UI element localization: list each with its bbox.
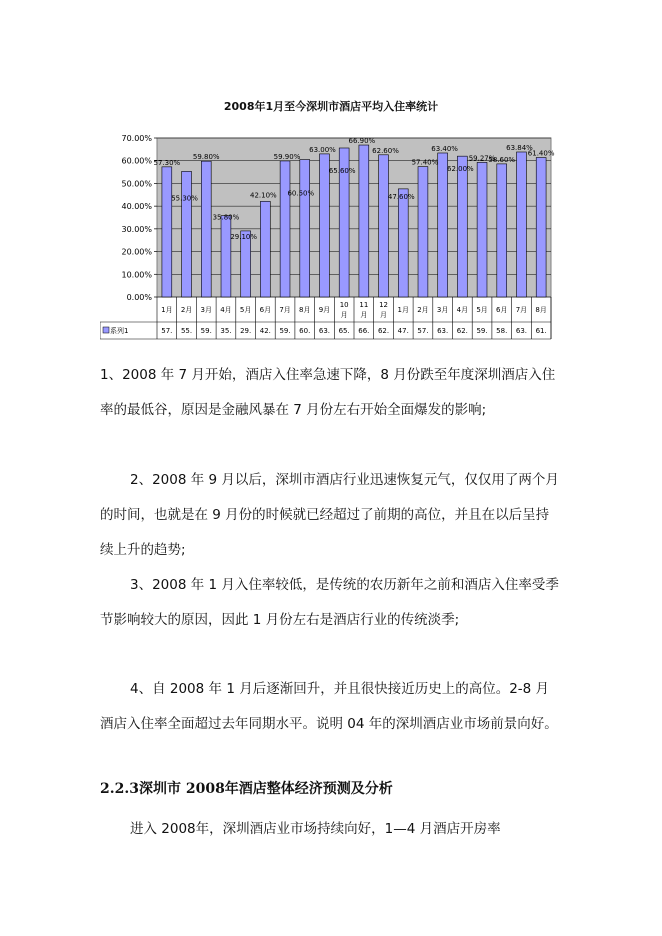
data-label: 61.40%	[527, 149, 555, 158]
y-tick-label: 40.00%	[121, 202, 152, 212]
table-value: 59.	[200, 327, 212, 335]
category-label: 12	[379, 301, 389, 309]
table-value: 59.	[279, 327, 291, 335]
category-label: 11	[359, 301, 369, 309]
data-label: 59.27%	[468, 154, 496, 163]
category-label: 4月	[456, 306, 469, 314]
paragraph-1: 1、2008 年 7 月开始，酒店入住率急速下降，8 月份跌至年度深圳酒店入住率的最低谷，原因是金融风暴在 7 月份左右开始全面爆发的影响;	[100, 367, 556, 418]
category-label: 5月	[239, 306, 252, 314]
legend-swatch	[103, 327, 109, 333]
data-label: 42.10%	[250, 191, 277, 200]
table-value: 57.	[161, 327, 173, 335]
data-label: 59.80%	[192, 153, 220, 162]
y-tick-label: 10.00%	[121, 270, 152, 280]
bar	[477, 162, 487, 297]
y-tick-label: 0.00%	[126, 293, 152, 302]
table-value: 42.	[259, 327, 271, 335]
category-label: 7月	[515, 306, 528, 314]
bar	[162, 167, 172, 297]
paragraph-5: 进入 2008年，深圳酒店业市场持续向好，1—4 月酒店开房率	[130, 821, 501, 837]
data-label: 63.40%	[431, 144, 458, 153]
bar	[497, 164, 507, 297]
category-label: 9月	[318, 306, 331, 314]
bar	[438, 153, 448, 297]
y-tick-label: 60.00%	[121, 156, 152, 166]
table-value: 29.	[240, 327, 252, 335]
table-value: 63.	[515, 327, 528, 335]
data-label: 60.50%	[287, 189, 315, 198]
y-tick-label: 20.00%	[121, 247, 152, 257]
category-label: 8月	[299, 306, 311, 314]
category-label: 1月	[397, 306, 409, 314]
occupancy-bar-chart	[100, 126, 560, 342]
bar	[221, 216, 231, 297]
section-heading: 2.2.3深圳市 2008年酒店整体经济预测及分析	[100, 781, 393, 797]
data-label: 57.30%	[153, 158, 181, 167]
data-label: 65.60%	[328, 166, 356, 175]
table-value: 57.	[417, 327, 429, 335]
category-label: 8月	[535, 306, 547, 314]
category-label: 2月	[180, 306, 193, 314]
data-label: 63.00%	[309, 145, 336, 154]
y-tick-label: 30.00%	[121, 224, 152, 234]
category-label: 7月	[279, 306, 291, 314]
category-label: 3月	[436, 306, 449, 314]
category-label: 月	[360, 311, 368, 319]
category-label: 5月	[476, 306, 488, 314]
bar	[280, 161, 290, 297]
bar	[320, 154, 330, 297]
data-label: 62.60%	[372, 146, 399, 155]
bar	[182, 171, 192, 297]
table-value: 60.	[299, 327, 311, 335]
bar	[300, 160, 310, 297]
bar	[517, 152, 527, 297]
data-label: 66.90%	[348, 137, 376, 146]
data-label: 59.90%	[273, 152, 301, 161]
table-value: 62.	[456, 327, 468, 335]
data-label: 63.84%	[506, 143, 533, 152]
table-value: 62.	[377, 327, 390, 335]
table-value: 47.	[397, 327, 409, 335]
category-label: 10	[339, 301, 349, 309]
bar	[379, 155, 389, 297]
paragraph-4: 4、自 2008 年 1 月后逐渐回升，并且很快接近历史上的高位。2-8 月酒店入住率全面超过去年同期水平。说明 04 年的深圳酒店业市场前景向好。	[100, 681, 558, 732]
data-label: 47.60%	[387, 192, 415, 201]
table-value: 59.	[476, 327, 488, 335]
table-value: 55.	[180, 327, 193, 335]
category-label: 6月	[496, 306, 508, 314]
category-label: 3月	[200, 306, 212, 314]
data-label: 29.10%	[230, 232, 258, 241]
paragraph-3: 3、2008 年 1 月入住率较低，是传统的农历新年之前和酒店入住率受季节影响较大的原因，因此 1 月份左右是酒店行业的传统淡季;	[100, 577, 559, 628]
data-label: 62.00%	[447, 165, 474, 174]
chart-title: 2008年1月至今深圳市酒店平均入住率统计	[223, 100, 439, 113]
bar	[457, 156, 467, 297]
legend-label: 系列1	[110, 327, 129, 335]
table-value: 61.	[535, 327, 547, 335]
bar	[398, 189, 408, 297]
category-label: 1月	[161, 306, 173, 314]
data-label: 35.80%	[212, 213, 240, 222]
bar	[201, 161, 211, 297]
paragraph-2: 2、2008 年 9 月以后，深圳市酒店行业迅速恢复元气，仅仅用了两个月的时间，也就是在 9 月份的时候就已经超过了前期的高位，并且在以后呈持续上升的趋势;	[100, 472, 559, 558]
data-label: 57.40%	[411, 158, 439, 167]
category-label: 4月	[220, 306, 232, 314]
category-label: 2月	[417, 306, 429, 314]
data-label: 58.60%	[488, 155, 516, 164]
y-tick-label: 70.00%	[121, 134, 152, 143]
bar	[359, 145, 369, 297]
y-tick-label: 50.00%	[121, 179, 152, 189]
category-label: 月	[340, 311, 348, 319]
table-value: 58.	[496, 327, 508, 335]
category-label: 6月	[259, 306, 272, 314]
table-value: 66.	[358, 327, 370, 335]
bar	[418, 167, 428, 297]
bar	[260, 201, 270, 297]
category-label: 月	[380, 311, 388, 319]
table-value: 63.	[437, 327, 449, 335]
table-value: 35.	[220, 327, 232, 335]
table-value: 65.	[338, 327, 350, 335]
table-value: 63.	[318, 327, 331, 335]
bar	[536, 158, 546, 297]
data-label: 55.30%	[171, 194, 198, 203]
